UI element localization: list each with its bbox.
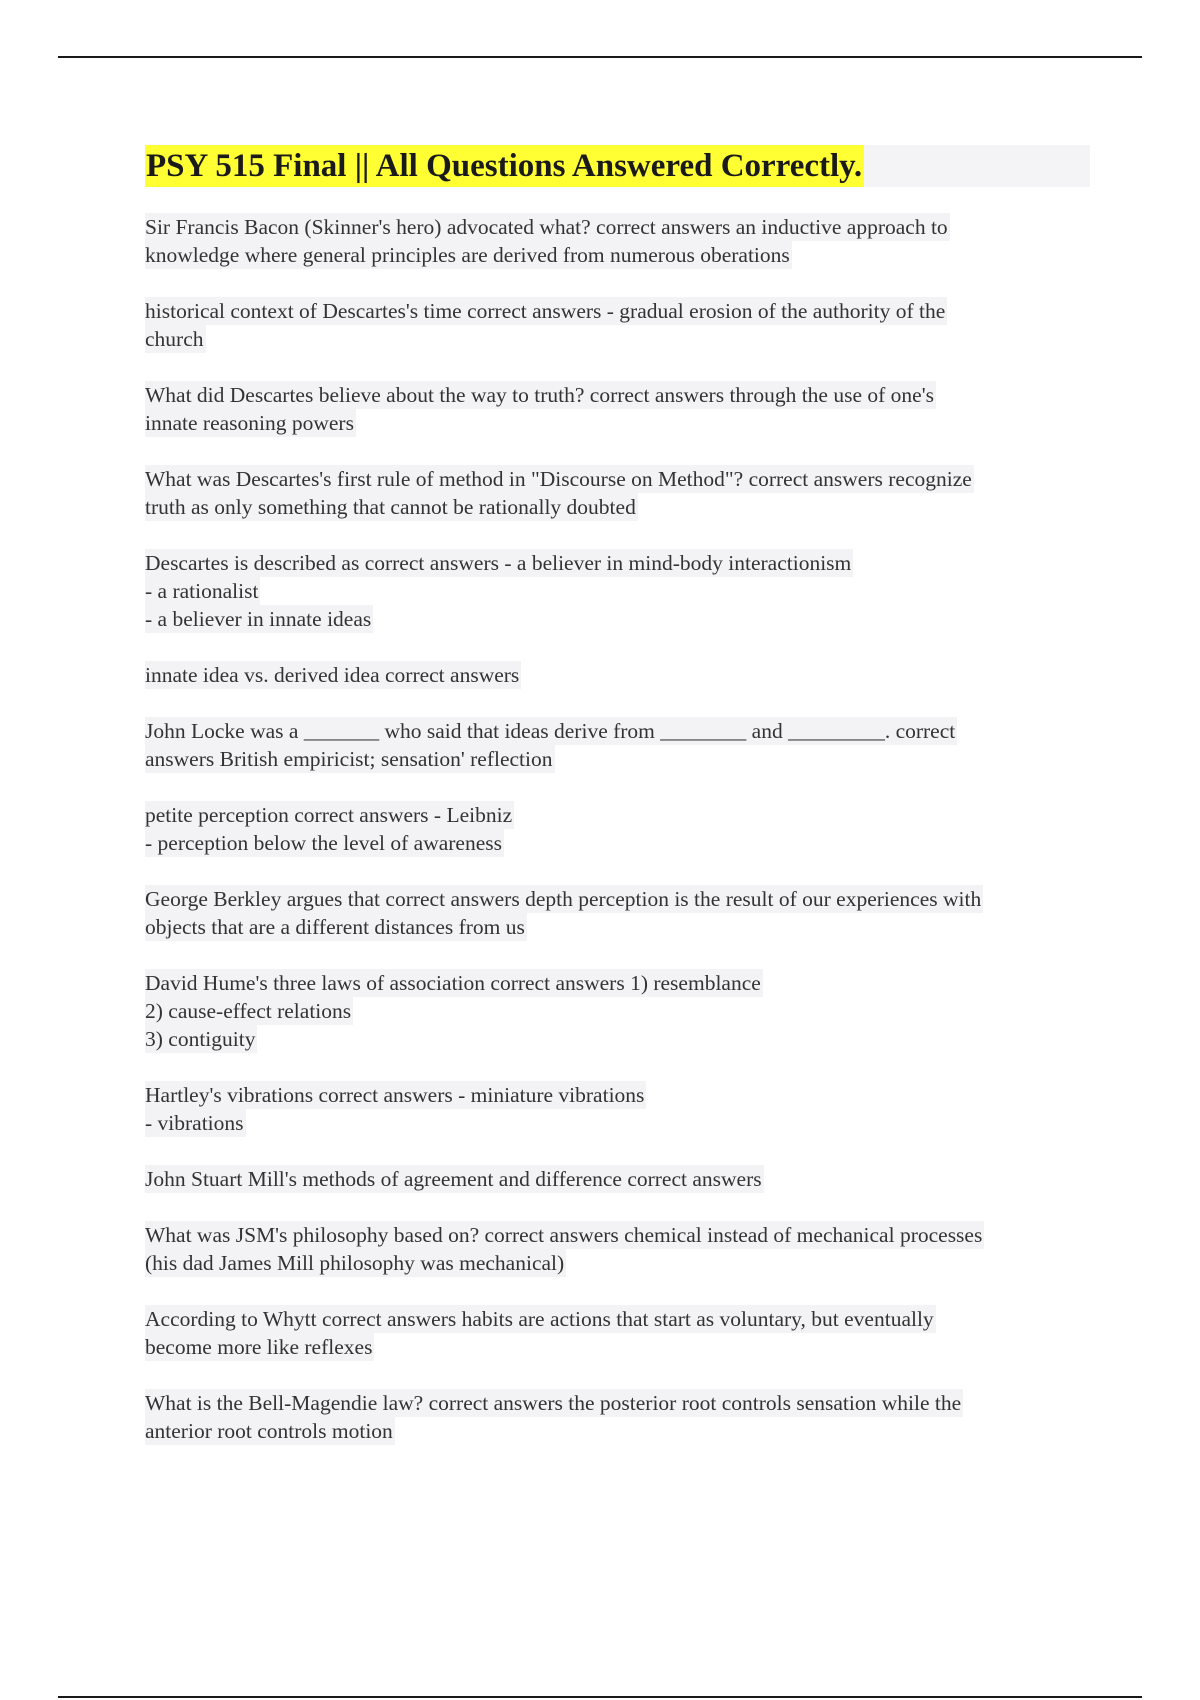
qa-list	[145, 213, 1090, 1445]
qa-line: According to Whytt correct answers habits are actions that start as voluntary, but eventually	[145, 1307, 934, 1331]
qa-entry	[145, 381, 1090, 437]
qa-line: What was JSM's philosophy based on? correct answers chemical instead of mechanical processes	[145, 1223, 983, 1247]
qa-line: - a rationalist	[145, 579, 259, 603]
qa-line: objects that are a different distances from us	[145, 915, 525, 939]
qa-line: 3) contiguity	[145, 1027, 256, 1051]
qa-line: petite perception correct answers - Leibniz	[145, 803, 513, 827]
qa-line: truth as only something that cannot be rationally doubted	[145, 495, 636, 519]
top-rule	[58, 56, 1142, 58]
qa-line: historical context of Descartes's time correct answers - gradual erosion of the authority of the	[145, 299, 946, 323]
title-bar	[145, 145, 1090, 187]
qa-entry	[145, 213, 1090, 269]
qa-entry	[145, 1221, 1090, 1277]
qa-entry	[145, 1081, 1090, 1137]
qa-line: Sir Francis Bacon (Skinner's hero) advocated what? correct answers an inductive approach to	[145, 215, 948, 239]
qa-line: innate idea vs. derived idea correct answers	[145, 663, 520, 687]
qa-line: anterior root controls motion	[145, 1419, 393, 1443]
qa-line: knowledge where general principles are derived from numerous oberations	[145, 243, 790, 267]
qa-line: answers British empiricist; sensation' reflection	[145, 747, 553, 771]
qa-line: Hartley's vibrations correct answers - miniature vibrations	[145, 1083, 645, 1107]
qa-line: 2) cause-effect relations	[145, 999, 352, 1023]
qa-line: Descartes is described as correct answers - a believer in mind-body interactionism	[145, 551, 852, 575]
qa-line: John Stuart Mill's methods of agreement and difference correct answers	[145, 1167, 762, 1191]
qa-entry	[145, 549, 1090, 633]
qa-line: - perception below the level of awareness	[145, 831, 502, 855]
qa-entry	[145, 297, 1090, 353]
qa-line: innate reasoning powers	[145, 411, 354, 435]
qa-entry	[145, 717, 1090, 773]
qa-line: become more like reflexes	[145, 1335, 373, 1359]
qa-entry	[145, 1389, 1090, 1445]
qa-line: church	[145, 327, 204, 351]
qa-entry	[145, 801, 1090, 857]
qa-entry	[145, 1165, 1090, 1193]
document-title: PSY 515 Final || All Questions Answered Correctly.	[145, 145, 864, 187]
qa-line: - vibrations	[145, 1111, 244, 1135]
qa-line: What is the Bell-Magendie law? correct answers the posterior root controls sensation while the	[145, 1391, 962, 1415]
qa-line: David Hume's three laws of association correct answers 1) resemblance	[145, 971, 761, 995]
document-body	[145, 145, 1090, 1473]
qa-entry	[145, 969, 1090, 1053]
qa-entry	[145, 885, 1090, 941]
bottom-rule	[58, 1696, 1142, 1698]
qa-line: John Locke was a _______ who said that ideas derive from ________ and _________. correct	[145, 719, 956, 743]
qa-line: George Berkley argues that correct answers depth perception is the result of our experiences with	[145, 887, 982, 911]
qa-line: What was Descartes's first rule of method in "Discourse on Method"? correct answers recognize	[145, 467, 972, 491]
qa-line: - a believer in innate ideas	[145, 607, 372, 631]
qa-line: What did Descartes believe about the way to truth? correct answers through the use of one's	[145, 383, 934, 407]
qa-entry	[145, 465, 1090, 521]
qa-line: (his dad James Mill philosophy was mechanical)	[145, 1251, 565, 1275]
qa-entry	[145, 1305, 1090, 1361]
qa-entry	[145, 661, 1090, 689]
